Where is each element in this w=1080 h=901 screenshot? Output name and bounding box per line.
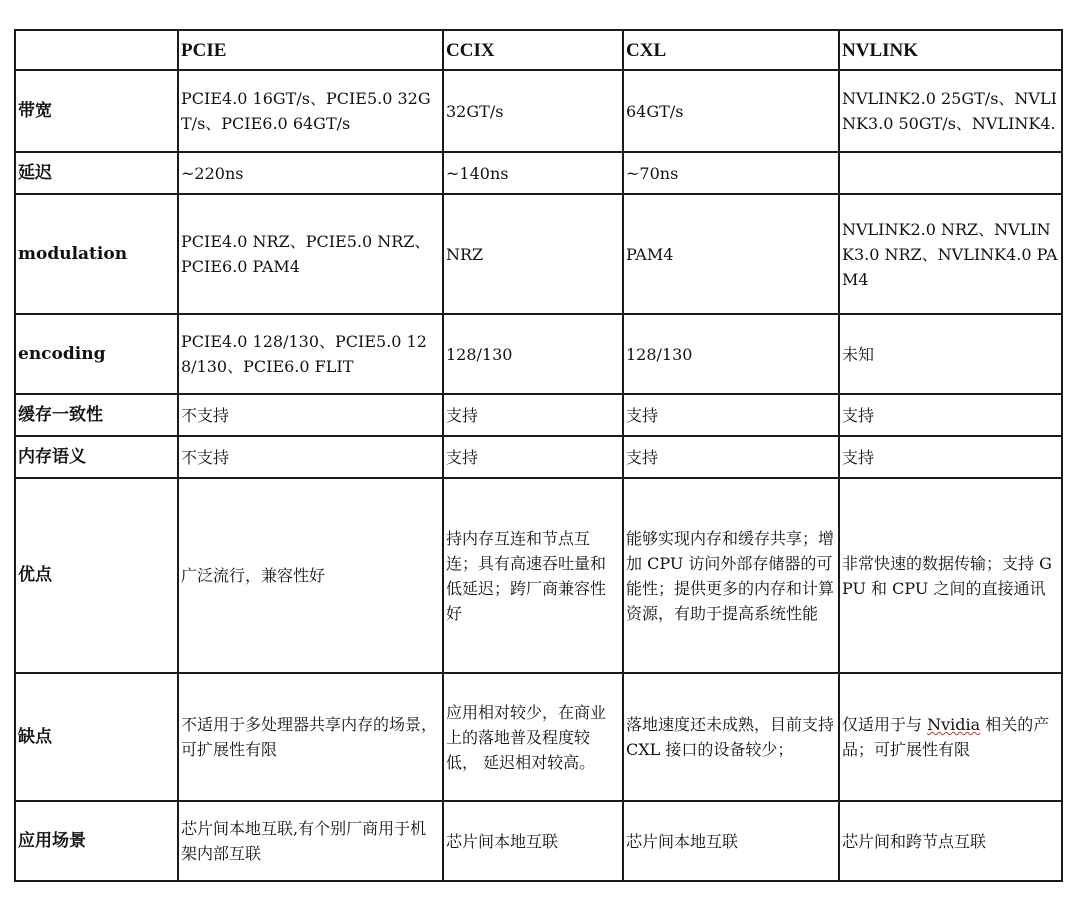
cell-ccix: 支持 — [443, 436, 623, 478]
cell-pcie: PCIE4.0 NRZ、PCIE5.0 NRZ、PCIE6.0 PAM4 — [178, 194, 443, 314]
cell-ccix: 芯片间本地互联 — [443, 801, 623, 881]
row-cache-coherency — [15, 394, 1062, 436]
header-nvlink: NVLINK — [839, 30, 1062, 70]
row-label: 内存语义 — [15, 436, 178, 478]
cell-cxl: 芯片间本地互联 — [623, 801, 839, 881]
row-memory-semantics — [15, 436, 1062, 478]
cell-cxl: 支持 — [623, 394, 839, 436]
cell-pcie: 不支持 — [178, 394, 443, 436]
row-label: 延迟 — [15, 152, 178, 194]
header-pcie: PCIE — [178, 30, 443, 70]
cell-nvlink: 支持 — [839, 436, 1062, 478]
cell-ccix: 32GT/s — [443, 70, 623, 152]
cell-cxl: 64GT/s — [623, 70, 839, 152]
cell-text: 相关的产品；可扩展性有限 — [842, 715, 1050, 759]
cell-pcie: 芯片间本地互联,有个别厂商用于机架内部互联 — [178, 801, 443, 881]
cell-pcie: 广泛流行，兼容性好 — [178, 478, 443, 673]
cell-ccix: 支持 — [443, 394, 623, 436]
header-cxl: CXL — [623, 30, 839, 70]
spellcheck-word: Nvidia — [927, 715, 981, 734]
row-modulation — [15, 194, 1062, 314]
row-label: 优点 — [15, 478, 178, 673]
cell-nvlink: 未知 — [839, 314, 1062, 394]
row-label: encoding — [15, 314, 178, 394]
row-label: modulation — [15, 194, 178, 314]
cell-pcie: PCIE4.0 128/130、PCIE5.0 128/130、PCIE6.0 FLIT — [178, 314, 443, 394]
cell-pcie: 不适用于多处理器共享内存的场景， 可扩展性有限 — [178, 673, 443, 801]
cell-nvlink: NVLINK2.0 NRZ、NVLINK3.0 NRZ、NVLINK4.0 PAM4 — [839, 194, 1062, 314]
cell-cxl: 支持 — [623, 436, 839, 478]
cell-nvlink: 非常快速的数据传输；支持 GPU 和 CPU 之间的直接通讯 — [839, 478, 1062, 673]
cell-nvlink — [839, 152, 1062, 194]
comparison-table — [14, 29, 1063, 882]
header-ccix: CCIX — [443, 30, 623, 70]
cell-ccix: 128/130 — [443, 314, 623, 394]
row-label: 应用场景 — [15, 801, 178, 881]
cell-cxl: 128/130 — [623, 314, 839, 394]
header-corner — [15, 30, 178, 70]
row-advantages — [15, 478, 1062, 673]
cell-pcie: 不支持 — [178, 436, 443, 478]
row-label: 带宽 — [15, 70, 178, 152]
row-label: 缺点 — [15, 673, 178, 801]
cell-cxl: ~70ns — [623, 152, 839, 194]
cell-ccix: 应用相对较少，在商业上的落地普及程度较低， 延迟相对较高。 — [443, 673, 623, 801]
cell-cxl: 能够实现内存和缓存共享；增加 CPU 访问外部存储器的可能性；提供更多的内存和计算资源，有助于提高系统性能 — [623, 478, 839, 673]
row-encoding — [15, 314, 1062, 394]
cell-nvlink: NVLINK2.0 25GT/s、NVLINK3.0 50GT/s、NVLINK4. — [839, 70, 1062, 152]
cell-pcie: PCIE4.0 16GT/s、PCIE5.0 32GT/s、PCIE6.0 64GT/s — [178, 70, 443, 152]
cell-nvlink: 支持 — [839, 394, 1062, 436]
cell-ccix: 持内存互连和节点互连；具有高速吞吐量和低延迟；跨厂商兼容性好 — [443, 478, 623, 673]
cell-ccix: ~140ns — [443, 152, 623, 194]
row-label: 缓存一致性 — [15, 394, 178, 436]
row-use-cases — [15, 801, 1062, 881]
cell-pcie: ~220ns — [178, 152, 443, 194]
cell-nvlink — [839, 673, 1062, 801]
row-latency — [15, 152, 1062, 194]
cell-cxl: PAM4 — [623, 194, 839, 314]
cell-ccix: NRZ — [443, 194, 623, 314]
row-disadvantages — [15, 673, 1062, 801]
cell-cxl: 落地速度还未成熟，目前支持 CXL 接口的设备较少； — [623, 673, 839, 801]
header-row — [15, 30, 1062, 70]
cell-text: 仅适用于与 — [842, 715, 928, 734]
row-bandwidth — [15, 70, 1062, 152]
cell-nvlink: 芯片间和跨节点互联 — [839, 801, 1062, 881]
